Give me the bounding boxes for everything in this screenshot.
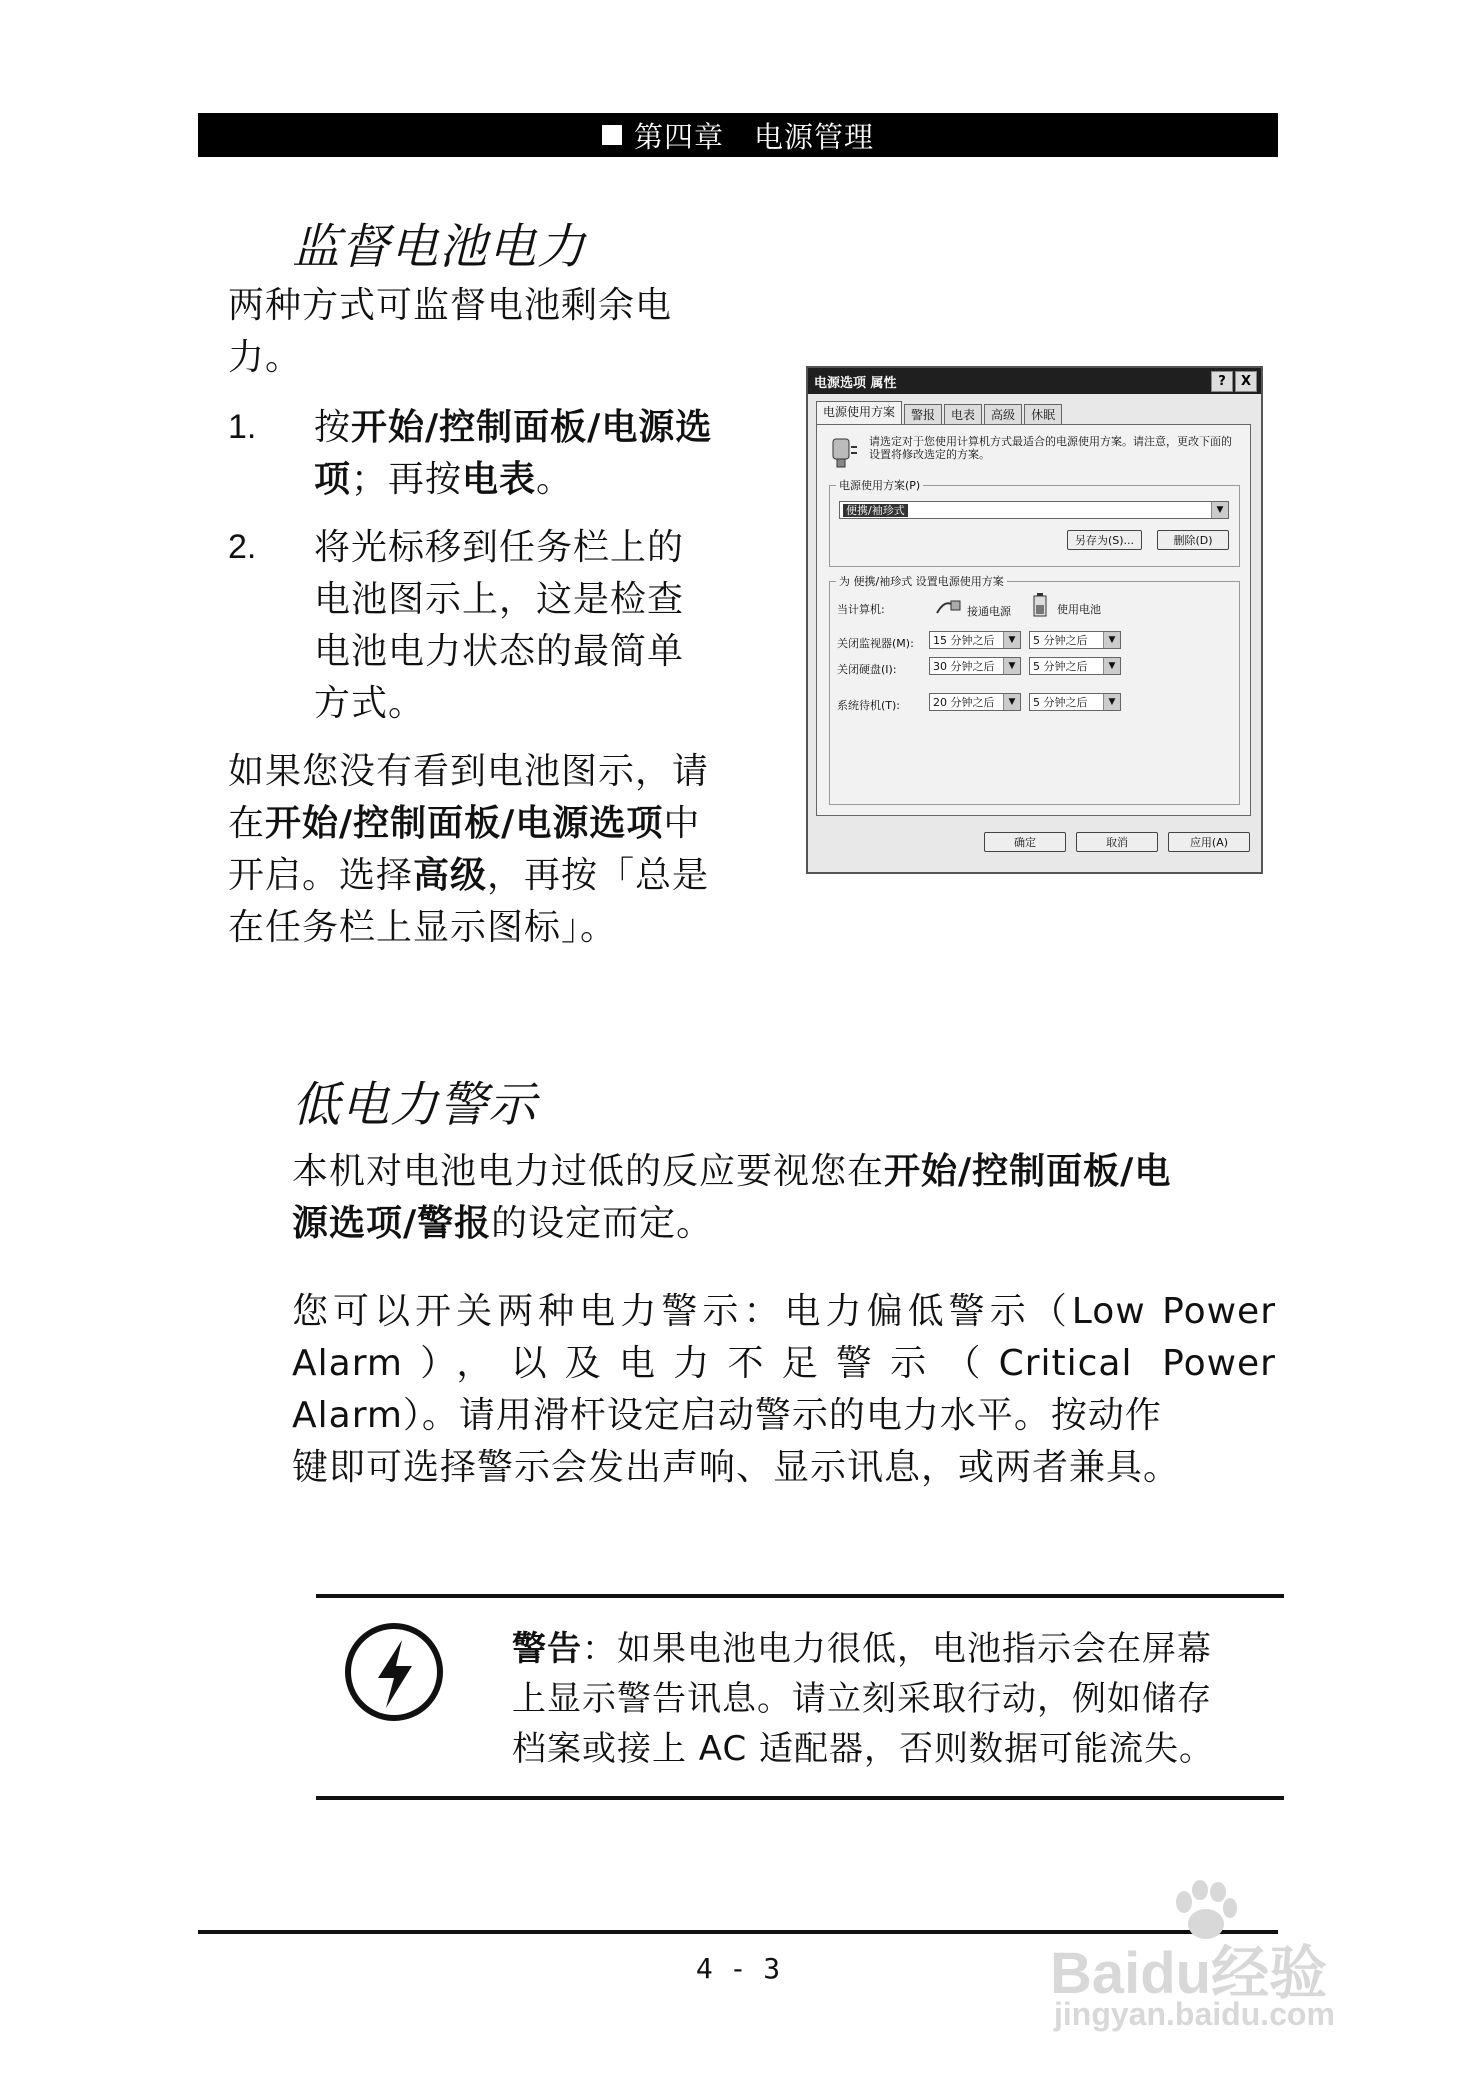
monitor-label: 关闭监视器(M): xyxy=(837,637,914,650)
step-1-line-1: 按开始/控制面板/电源选 xyxy=(314,407,713,448)
intro-line-2: 力。 xyxy=(228,337,303,378)
step-1-number: 1. xyxy=(228,408,257,446)
ok-button[interactable]: 确定 xyxy=(984,832,1066,852)
monitor-ac-select[interactable]: 15 分钟之后 ▼ xyxy=(929,631,1021,649)
harddisk-dc-select[interactable]: 5 分钟之后 ▼ xyxy=(1029,657,1121,675)
low-power-p2-line-3: Alarm）。请用滑杆设定启动警示的电力水平。按动作 xyxy=(292,1395,1162,1436)
para-line-2: 在开始/控制面板/电源选项中 xyxy=(228,803,701,844)
step-1-line-2: 项；再按电表。 xyxy=(314,459,574,500)
plug-icon xyxy=(935,595,963,617)
delete-button[interactable]: 删除(D) xyxy=(1157,530,1229,550)
square-bullet-icon xyxy=(602,125,622,145)
low-power-p1-line-2: 源选项/警报的设定而定。 xyxy=(292,1203,714,1244)
watermark-brand: Baidu经验 xyxy=(1050,1941,1328,2006)
tab-power-meter[interactable]: 电表 xyxy=(944,404,982,424)
warning-line-1: 警告：如果电池电力很低，电池指示会在屏幕 xyxy=(512,1629,1212,1669)
chevron-down-icon: ▼ xyxy=(1103,632,1120,648)
chevron-down-icon: ▼ xyxy=(1003,694,1020,710)
chapter-title: 第四章 电源管理 xyxy=(633,119,874,154)
monitor-dc-select[interactable]: 5 分钟之后 ▼ xyxy=(1029,631,1121,649)
power-options-dialog xyxy=(806,366,1263,874)
harddisk-label: 关闭硬盘(I): xyxy=(837,663,897,676)
tab-panel xyxy=(816,424,1251,816)
chevron-down-icon: ▼ xyxy=(1003,632,1020,648)
tab-advanced[interactable]: 高级 xyxy=(984,404,1022,424)
standby-dc-select[interactable]: 5 分钟之后 ▼ xyxy=(1029,693,1121,711)
section-title-low-power: 低电力警示 xyxy=(292,1077,538,1133)
lightning-warning-icon xyxy=(342,1620,446,1724)
scheme-label: 电源使用方案(P) xyxy=(836,477,923,493)
low-power-p1-line-1: 本机对电池电力过低的反应要视您在开始/控制面板/电 xyxy=(292,1151,1172,1192)
harddisk-ac-select[interactable]: 30 分钟之后 ▼ xyxy=(929,657,1021,675)
standby-label: 系统待机(T): xyxy=(837,699,901,712)
tab-hibernate[interactable]: 休眠 xyxy=(1024,404,1062,424)
warning-bottom-rule xyxy=(316,1796,1284,1800)
low-power-p2-line-2: Alarm），以及电力不足警示（Critical Power xyxy=(292,1343,1276,1384)
chevron-down-icon: ▼ xyxy=(1103,658,1120,674)
close-button[interactable]: X xyxy=(1235,371,1257,392)
tab-power-schemes[interactable]: 电源使用方案 xyxy=(816,401,902,424)
intro-line-1: 两种方式可监督电池剩余电 xyxy=(228,285,673,326)
warning-line-3: 档案或接上 AC 适配器，否则数据可能流失。 xyxy=(512,1729,1215,1769)
watermark-url: jingyan.baidu.com xyxy=(1054,1996,1335,2032)
step-2-line-4: 方式。 xyxy=(314,683,426,724)
para-line-3: 开启。选择高级，再按「总是 xyxy=(228,855,710,896)
apply-button[interactable]: 应用(A) xyxy=(1168,832,1250,852)
standby-ac-select[interactable]: 20 分钟之后 ▼ xyxy=(929,693,1021,711)
chevron-down-icon: ▼ xyxy=(1003,658,1020,674)
cancel-button[interactable]: 取消 xyxy=(1076,832,1158,852)
low-power-p2-line-4: 键即可选择警示会发出声响、显示讯息，或两者兼具。 xyxy=(292,1447,1181,1488)
chevron-down-icon: ▼ xyxy=(1211,502,1228,518)
step-2-line-1: 将光标移到任务栏上的 xyxy=(314,527,685,568)
chevron-down-icon: ▼ xyxy=(1103,694,1120,710)
warning-top-rule xyxy=(316,1594,1284,1598)
low-power-p2-line-1: 您可以开关两种电力警示：电力偏低警示（Low Power xyxy=(292,1291,1276,1332)
power-plug-icon xyxy=(829,437,859,471)
para-line-4: 在任务栏上显示图标」。 xyxy=(228,907,618,948)
scheme-group xyxy=(829,479,1240,567)
page-number: 4 - 3 xyxy=(695,1952,781,1985)
step-2-line-2: 电池图示上，这是检查 xyxy=(314,579,685,620)
dialog-titlebar xyxy=(808,368,1261,394)
section-title-battery: 监督电池电力 xyxy=(292,219,587,275)
chapter-header xyxy=(198,113,1278,157)
on-battery-label: 使用电池 xyxy=(1057,603,1101,616)
settings-group-label: 为 便携/袖珍式 设置电源使用方案 xyxy=(836,573,1007,589)
save-as-button[interactable]: 另存为(S)... xyxy=(1067,530,1142,550)
when-computer-label: 当计算机: xyxy=(837,603,885,616)
battery-icon xyxy=(1033,593,1047,617)
tab-alarms[interactable]: 警报 xyxy=(904,404,942,424)
plugged-in-label: 接通电源 xyxy=(967,605,1011,618)
para-line-1: 如果您没有看到电池图示，请 xyxy=(228,751,710,792)
scheme-description: 请选定对于您使用计算机方式最适合的电源使用方案。请注意，更改下面的设置将修改选定的方案。 xyxy=(869,435,1232,461)
step-2-number: 2. xyxy=(228,528,257,566)
warning-line-2: 上显示警告讯息。请立刻采取行动，例如储存 xyxy=(512,1679,1212,1719)
help-button[interactable]: ? xyxy=(1211,371,1233,392)
dialog-tabs xyxy=(816,404,1064,424)
dialog-title: 电源选项 属性 xyxy=(814,375,897,391)
scheme-select[interactable]: 便携/袖珍式 ▼ xyxy=(839,501,1229,519)
step-2-line-3: 电池电力状态的最简单 xyxy=(314,631,685,672)
